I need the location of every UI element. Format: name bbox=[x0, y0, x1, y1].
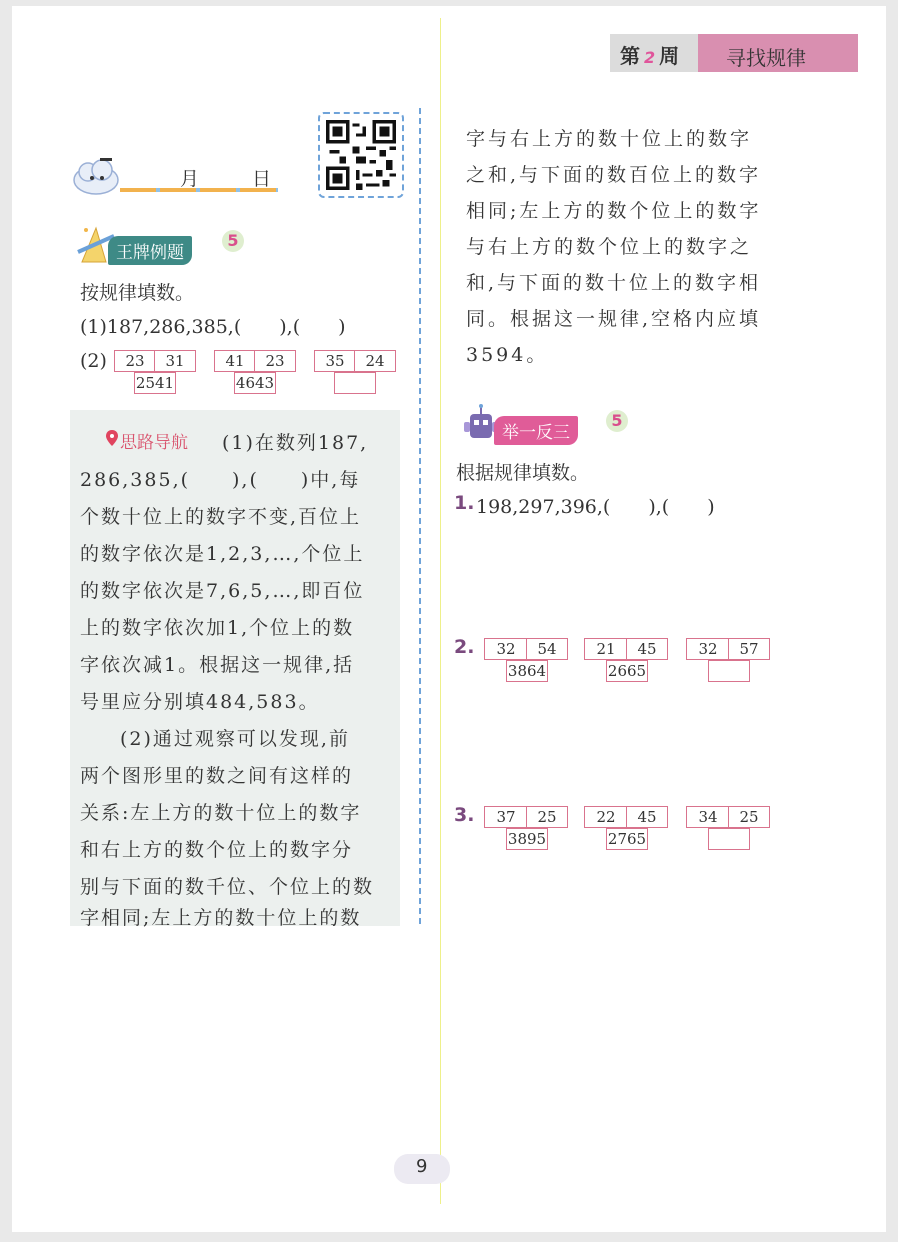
hint-continued-line: 同。根据这一规律,空格内应填 bbox=[466, 308, 762, 330]
example-instruction: 按规律填数。 bbox=[80, 282, 195, 304]
hint-continued-line: 3594。 bbox=[466, 344, 549, 366]
number-box-top-right: 24 bbox=[354, 350, 396, 372]
hint-line: 上的数字依次加1,个位上的数 bbox=[80, 617, 355, 639]
example-question-1: (1)187,286,385,( ),( ) bbox=[80, 316, 346, 338]
hint-continued-line: 相同;左上方的数个位上的数字 bbox=[466, 200, 762, 222]
hint-line: 字相同;左上方的数十位上的数 bbox=[80, 907, 362, 929]
number-box-top-right: 25 bbox=[526, 806, 568, 828]
column-divider bbox=[419, 108, 421, 924]
number-box-top-right: 25 bbox=[728, 806, 770, 828]
number-box-bottom: 2665 bbox=[607, 662, 647, 680]
number-box-top-left: 37 bbox=[484, 806, 528, 828]
hint-line: 的数字依次是1,2,3,…,个位上 bbox=[80, 543, 365, 565]
hint-line: 字依次减1。根据这一规律,括 bbox=[80, 654, 355, 676]
hint-line: 别与下面的数千位、个位上的数 bbox=[80, 876, 375, 898]
number-box-bottom: 4643 bbox=[235, 374, 275, 392]
number-box-top-left: 23 bbox=[114, 350, 156, 372]
example-tag-number: 5 bbox=[222, 230, 244, 252]
hint-line: 和右上方的数个位上的数字分 bbox=[80, 839, 354, 861]
number-box-top-left: 35 bbox=[314, 350, 356, 372]
number-box-top-right: 54 bbox=[526, 638, 568, 660]
header-topic: 寻找规律 bbox=[726, 46, 806, 70]
hint-line: 两个图形里的数之间有这样的 bbox=[80, 765, 354, 787]
hint-line: 个数十位上的数字不变,百位上 bbox=[80, 506, 362, 528]
hint-line: 关系:左上方的数十位上的数字 bbox=[80, 802, 362, 824]
practice-tag: 举一反三 bbox=[494, 416, 578, 445]
hint-line: 的数字依次是7,6,5,…,即百位 bbox=[80, 580, 365, 602]
hint-continued-line: 字与右上方的数十位上的数字 bbox=[466, 128, 753, 150]
practice-question-2-number: 2. bbox=[454, 636, 475, 658]
robot-icon bbox=[464, 404, 498, 444]
hint-line: 号里应分别填484,583。 bbox=[80, 691, 320, 713]
practice-question-3-number: 3. bbox=[454, 804, 475, 826]
practice-question-1: 198,297,396,( ),( ) bbox=[476, 496, 715, 518]
answer-box-blank[interactable] bbox=[708, 828, 750, 850]
header-week: 第 2 周 bbox=[620, 44, 680, 68]
practice-tag-number: 5 bbox=[606, 410, 628, 432]
cloud-mascot-icon bbox=[70, 156, 122, 196]
number-box-top-left: 21 bbox=[584, 638, 628, 660]
example-tag: 王牌例题 bbox=[108, 236, 192, 265]
number-box-top-right: 45 bbox=[626, 806, 668, 828]
answer-box-blank[interactable] bbox=[708, 660, 750, 682]
example-question-2-label: (2) bbox=[80, 350, 107, 372]
date-day: 日 bbox=[252, 168, 272, 190]
answer-box-blank[interactable] bbox=[334, 372, 376, 394]
hint-line: 286,385,( ),( )中,每 bbox=[80, 469, 361, 491]
hint-continued-line: 与右上方的数个位上的数字之 bbox=[466, 236, 753, 258]
number-box-bottom: 3864 bbox=[507, 662, 547, 680]
practice-question-1-number: 1. bbox=[454, 492, 475, 514]
number-box-bottom: 3895 bbox=[507, 830, 547, 848]
number-box-bottom: 2765 bbox=[607, 830, 647, 848]
number-box-top-left: 41 bbox=[214, 350, 256, 372]
number-box-top-left: 34 bbox=[686, 806, 730, 828]
hint-continued-line: 和,与下面的数十位上的数字相 bbox=[466, 272, 762, 294]
number-box-top-right: 31 bbox=[154, 350, 196, 372]
hint-line: (2)通过观察可以发现,前 bbox=[120, 728, 350, 750]
location-pin-icon bbox=[106, 430, 118, 446]
number-box-top-right: 45 bbox=[626, 638, 668, 660]
number-box-top-left: 32 bbox=[686, 638, 730, 660]
date-month: 月 bbox=[180, 168, 200, 190]
hint-continued-line: 之和,与下面的数百位上的数字 bbox=[466, 164, 762, 186]
number-box-top-left: 22 bbox=[584, 806, 628, 828]
hint-line: (1)在数列187, bbox=[222, 432, 369, 454]
number-box-top-right: 23 bbox=[254, 350, 296, 372]
hint-label: 思路导航 bbox=[120, 433, 188, 453]
page-fold-line bbox=[440, 18, 441, 1204]
practice-instruction: 根据规律填数。 bbox=[456, 462, 590, 484]
number-box-top-right: 57 bbox=[728, 638, 770, 660]
number-box-top-left: 32 bbox=[484, 638, 528, 660]
number-box-bottom: 2541 bbox=[135, 374, 175, 392]
qr-code-icon[interactable] bbox=[326, 120, 396, 190]
page-number: 9 bbox=[416, 1156, 428, 1177]
